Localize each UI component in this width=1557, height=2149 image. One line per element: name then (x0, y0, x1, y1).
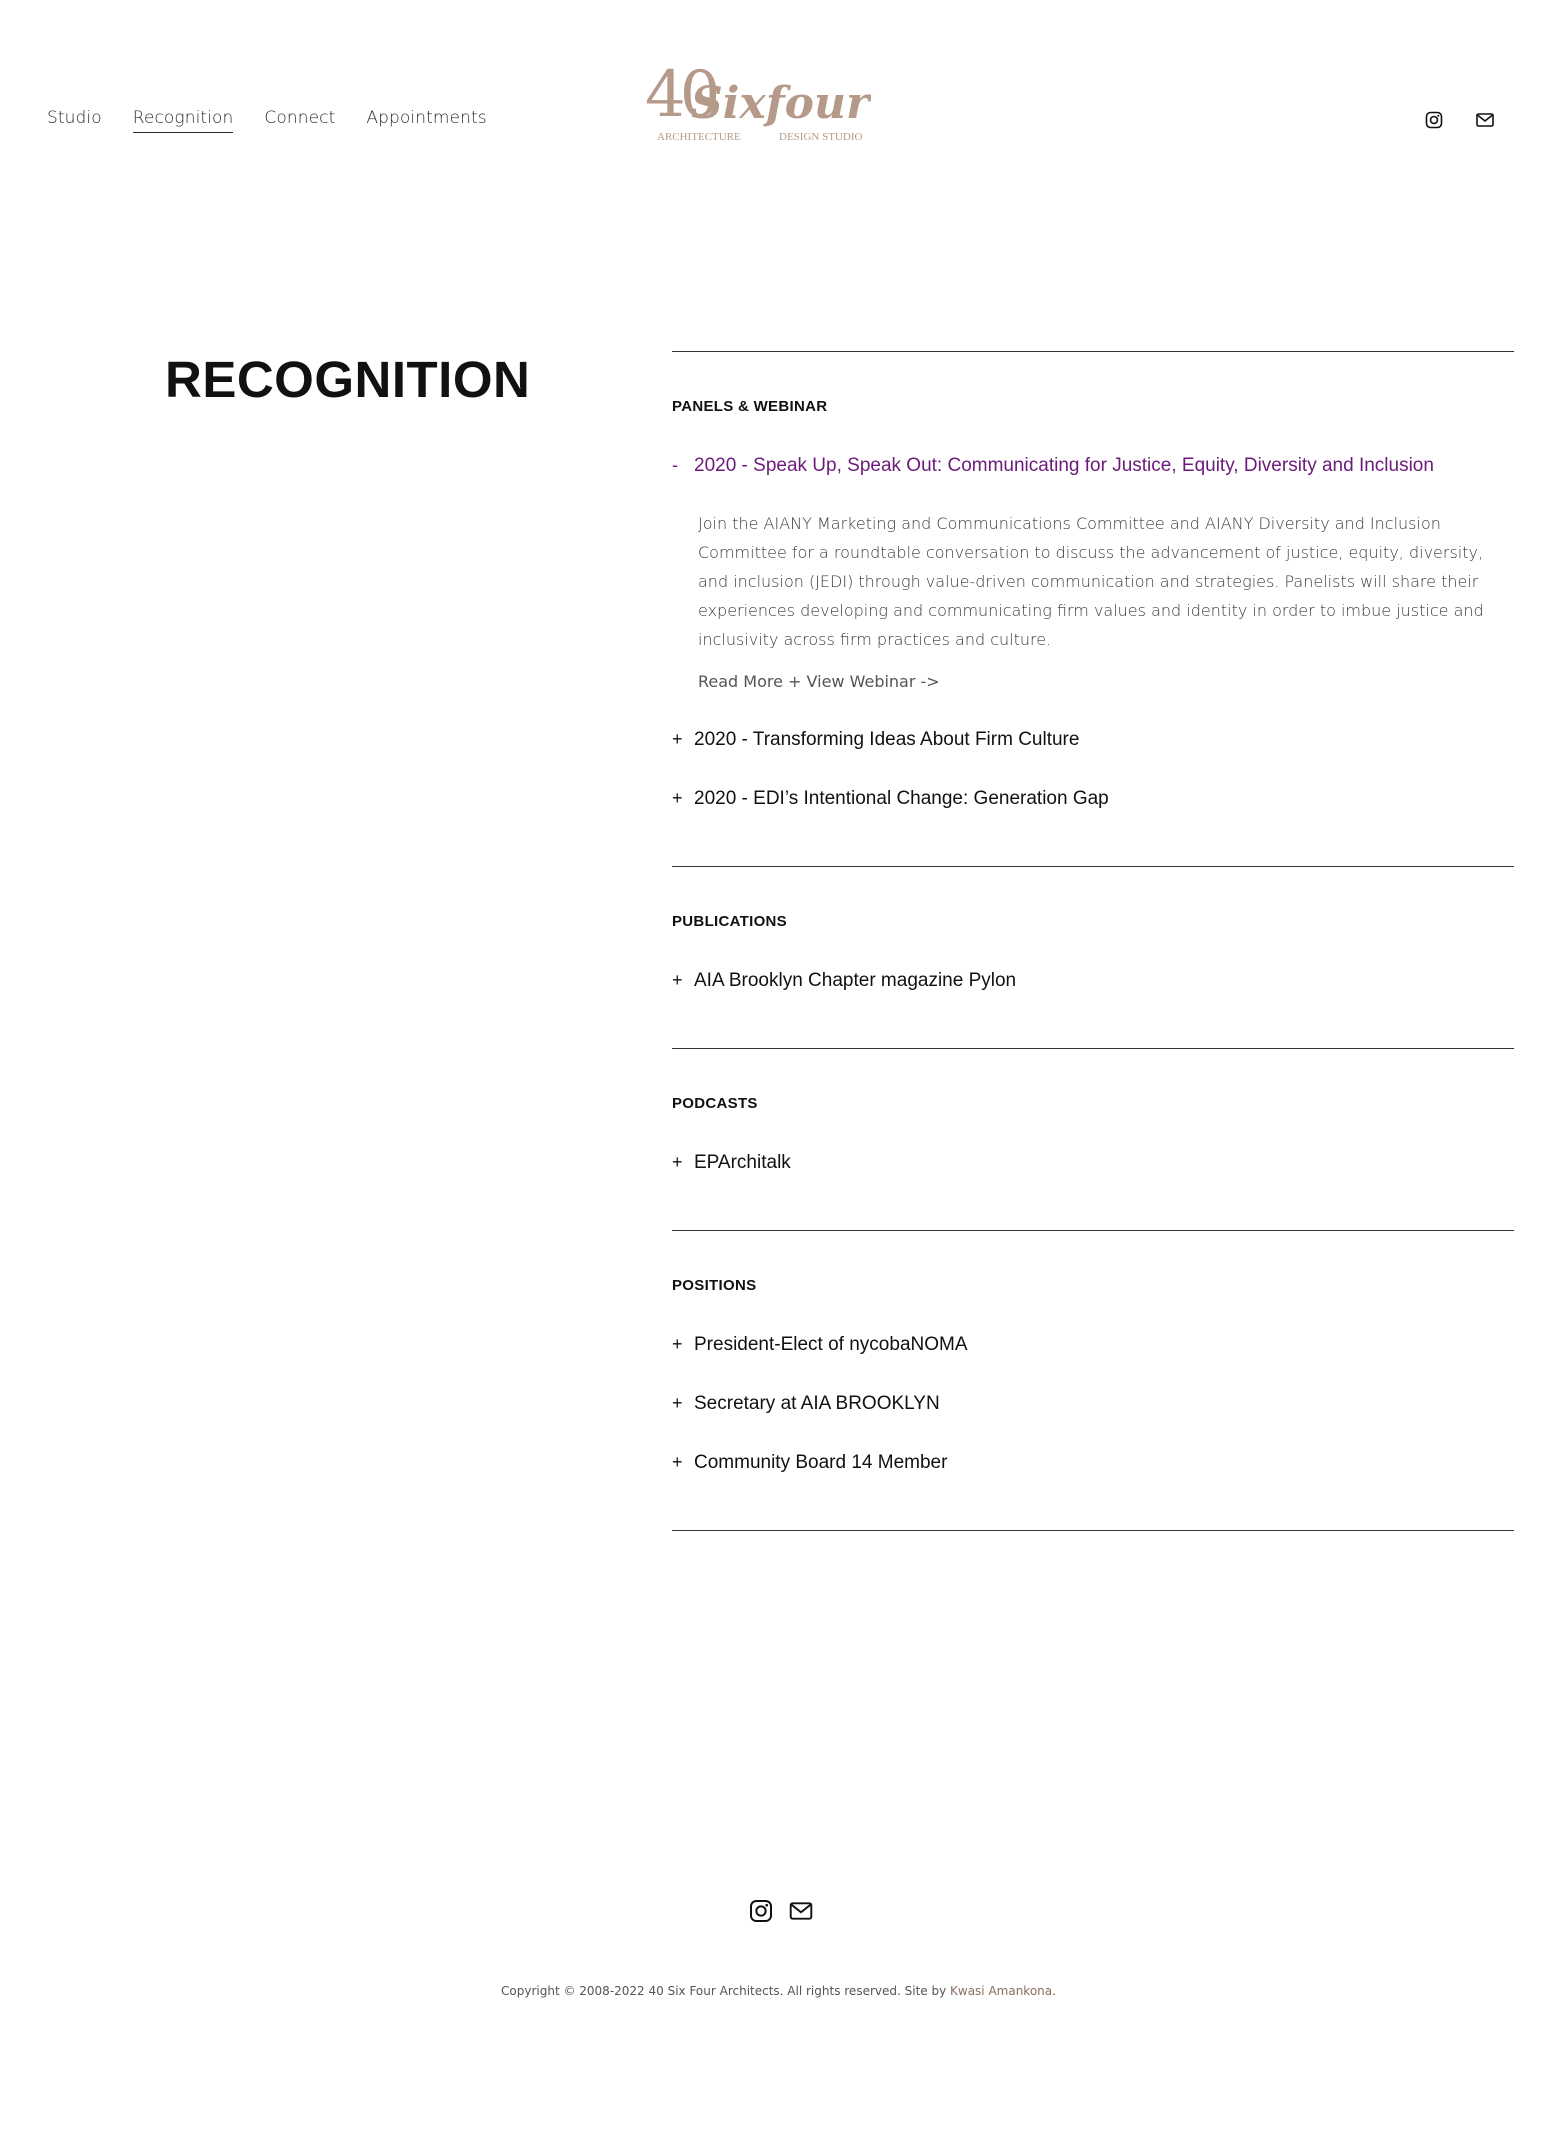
accordion-title: AIA Brooklyn Chapter magazine Pylon (694, 970, 1017, 991)
mail-icon[interactable] (788, 1898, 814, 1924)
accordion-item (672, 1152, 1514, 1174)
footer-social (748, 1898, 814, 1924)
copyright (0, 1984, 1557, 1998)
item-description: Join the AIANY Marketing and Communications Committee and AIANY Diversity and Inclusion Committee for a roundtable conversation to discuss the advancement of justice, equity, diversity, and inclusion (JEDI) through value-driven communication and strategies. Panelists will share their experiences developing and communicating firm values and identity in order to imbue justice and inclusivity across firm practices and culture. (698, 514, 1484, 649)
mail-icon[interactable] (1475, 110, 1495, 130)
section-podcasts (672, 1048, 1514, 1230)
accordion-title: 2020 - Transforming Ideas About Firm Culture (694, 729, 1080, 750)
expand-icon: + (672, 729, 683, 749)
collapse-icon: - (672, 455, 678, 475)
section-heading: PUBLICATIONS (672, 913, 787, 930)
accordion-item (672, 729, 1514, 751)
nav-link-connect[interactable]: Connect (264, 108, 336, 128)
section-heading: PODCASTS (672, 1095, 758, 1112)
accordion-toggle[interactable] (672, 729, 1514, 751)
nav-link-appointments[interactable]: Appointments (366, 108, 487, 128)
read-more-link[interactable]: Read More + View Webinar -> (698, 672, 940, 691)
accordion-item (672, 455, 1514, 692)
instagram-icon[interactable] (748, 1898, 774, 1924)
header-social (1424, 110, 1495, 130)
site-header (0, 0, 1557, 200)
accordion-toggle[interactable] (672, 1152, 1514, 1174)
accordion-content (698, 509, 1514, 692)
page-title: RECOGNITION (165, 351, 531, 408)
copyright-end: . (1052, 1984, 1056, 1998)
svg-text:DESIGN STUDIO: DESIGN STUDIO (779, 131, 863, 143)
accordion-title: President-Elect of nycobaNOMA (694, 1334, 968, 1355)
accordion-item (672, 1452, 1514, 1474)
accordion-item (672, 970, 1514, 992)
accordion-toggle[interactable] (672, 970, 1514, 992)
recognition-sections (672, 351, 1514, 1531)
expand-icon: + (672, 1393, 683, 1413)
accordion-title: EPArchitalk (694, 1152, 791, 1173)
credit-link[interactable]: Kwasi Amankona (950, 1984, 1053, 1998)
svg-text:40: 40 (645, 58, 715, 132)
site-logo[interactable] (641, 44, 871, 144)
expand-icon: + (672, 788, 683, 808)
logo-mark (641, 44, 871, 144)
expand-icon: + (672, 1334, 683, 1354)
accordion-toggle[interactable] (672, 788, 1514, 810)
section-publications (672, 866, 1514, 1048)
copyright-text: Copyright © 2008-2022 40 Six Four Architects. All rights reserved. Site by (501, 1984, 951, 1998)
accordion-title: 2020 - EDI’s Intentional Change: Generation Gap (694, 788, 1109, 809)
nav-link-recognition[interactable]: Recognition (133, 108, 234, 133)
accordion-title: Secretary at AIA BROOKLYN (694, 1393, 940, 1414)
main-nav (47, 108, 518, 133)
accordion-toggle[interactable] (672, 1334, 1514, 1356)
accordion-item (672, 1334, 1514, 1356)
section-heading: POSITIONS (672, 1277, 757, 1294)
expand-icon: + (672, 1452, 683, 1472)
accordion-title: 2020 - Speak Up, Speak Out: Communicating for Justice, Equity, Diversity and Inclusion (694, 455, 1434, 476)
accordion-item (672, 1393, 1514, 1415)
accordion-toggle[interactable] (672, 1452, 1514, 1474)
section-positions (672, 1230, 1514, 1531)
section-panels-webinar (672, 351, 1514, 866)
nav-link-studio[interactable]: Studio (47, 108, 102, 128)
expand-icon: + (672, 970, 683, 990)
accordion-toggle[interactable] (672, 1393, 1514, 1415)
svg-text:ARCHITECTURE: ARCHITECTURE (657, 131, 741, 143)
accordion-item (672, 788, 1514, 810)
accordion-toggle[interactable] (672, 455, 1514, 477)
instagram-icon[interactable] (1424, 110, 1444, 130)
accordion-title: Community Board 14 Member (694, 1452, 948, 1473)
section-heading: PANELS & WEBINAR (672, 398, 828, 415)
expand-icon: + (672, 1152, 683, 1172)
svg-text:Sixfour: Sixfour (691, 78, 870, 129)
